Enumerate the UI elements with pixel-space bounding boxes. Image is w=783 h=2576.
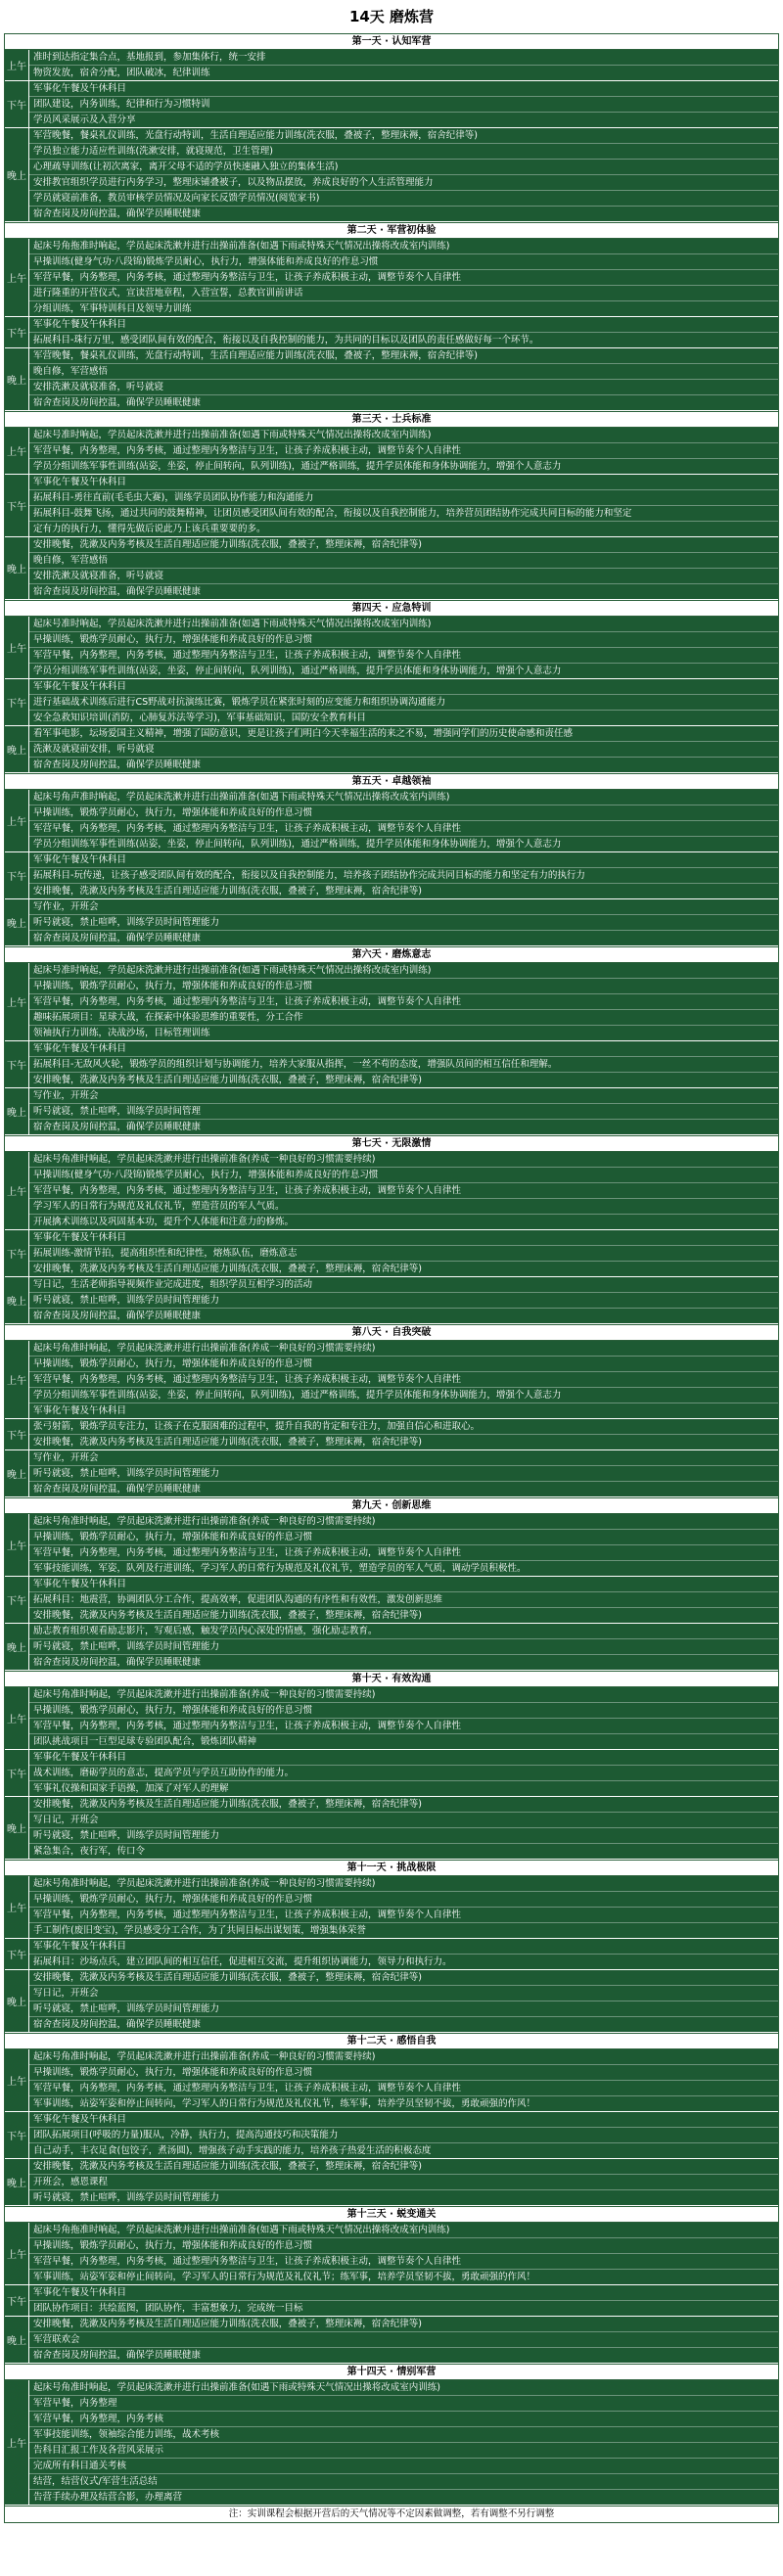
period-label: 下午	[5, 475, 29, 536]
period-block	[5, 428, 778, 475]
period-label: 上午	[5, 2380, 29, 2505]
activity-line: 拓展科目-鼓舞飞扬，通过共同的鼓舞精神，让团员感受团队间有效的配合，衔接以及自我控制能力，培养营员团结协作完成共同目标的能力和坚定	[29, 506, 778, 522]
activity-line: 听号就寝，禁止喧哗，训练学员时间管理能力	[29, 1828, 778, 1844]
period-block	[5, 1797, 778, 1860]
activity-line: 物资发放，宿舍分配，团队破冰，纪律训练	[33, 68, 210, 78]
activity-line: 军营早餐，内务整理，内务考核，通过整理内务整洁与卫生，让孩子养成积极主动，调整节奏个人自律性	[29, 648, 778, 664]
period-block	[5, 2223, 778, 2285]
activity-line: 安排晚餐，洗漱及内务考核及生活自理适应能力训练(洗衣服，叠被子，整理床褥，宿舍纪律等)	[33, 1075, 422, 1085]
period-label: 上午	[5, 2223, 29, 2284]
day-section	[4, 2206, 779, 2364]
activity-line: 晚自修，军营感悟	[29, 364, 778, 380]
activity-line: 起床号角准时响起，学员起床洗漱并进行出操前准备(养成一种良好的习惯需要持续)	[29, 1876, 778, 1892]
period-block	[5, 1088, 778, 1135]
period-block	[5, 679, 778, 726]
period-block	[5, 2317, 778, 2364]
activity-line: 听号就寝，禁止喧哗，训练学员时间管理能力	[29, 1293, 778, 1309]
activity-line: 军营早餐，内务整理，内务考核，通过整理内务整洁与卫生，让孩子养成积极主动，调整节奏个人自律性	[29, 994, 778, 1010]
activity-line: 军事化午餐及午休科目	[29, 1230, 778, 1246]
period-block	[5, 537, 778, 600]
footer-note: 注：实训课程会根据开营后的天气情况等不定因素做调整，若有调整不另行调整	[4, 2506, 779, 2523]
period-block	[5, 475, 778, 537]
activity-line: 看军事电影，坛场爱国主义精神，增强了国防意识，更是让孩子们明白今天幸福生活的来之不易，增强同学们的历史使命感和责任感	[29, 726, 778, 742]
activity-line: 军营联欢会	[29, 2332, 778, 2348]
activity-line: 分组训练，军事特训科目及领导力训练	[33, 303, 192, 314]
period-label: 晚上	[5, 1450, 29, 1496]
activity-list	[29, 1624, 778, 1670]
activity-line: 安排洗漱及就寝准备，听号就寝	[29, 380, 778, 395]
day-title: 第五天 · 卓越领袖	[5, 774, 778, 790]
period-label: 晚上	[5, 1970, 29, 2032]
activity-line: 趣味拓展项目：星球大战，在探索中体验思维的重要性，分工合作	[29, 1010, 778, 1026]
day-title: 第七天 · 无限激情	[5, 1136, 778, 1152]
activity-list	[29, 2112, 778, 2158]
activity-list	[29, 679, 778, 725]
day-section	[4, 773, 779, 946]
period-block	[5, 2049, 778, 2112]
activity-list	[29, 1341, 778, 1418]
period-block	[5, 2380, 778, 2506]
activity-list	[29, 1041, 778, 1087]
period-block	[5, 128, 778, 222]
day-section	[4, 411, 779, 600]
activity-line: 宿舍查岗及房间控温，确保学员睡眠健康	[33, 933, 202, 943]
period-label: 下午	[5, 1230, 29, 1276]
period-label: 晚上	[5, 1624, 29, 1670]
activity-line: 军事化午餐及午休科目	[29, 1577, 778, 1592]
activity-line: 军事礼仪操和国家手语操，加深了对军人的理解	[33, 1783, 229, 1794]
schedule-sheet	[4, 0, 779, 2523]
period-label: 晚上	[5, 348, 29, 410]
activity-line: 拓展科目-无敌风火轮，锻炼学员的组织计划与协调能力，培养大家服从指挥，一丝不苟的态度，增强队员间的相互信任和理解。	[29, 1057, 778, 1073]
activity-line: 学员分组训练军事性训练(站姿，坐姿，停止间转向，队列训练)，通过严格训练，提升学员体能和身体协调能力，增强个人意志力	[29, 1388, 778, 1403]
activity-list	[29, 790, 778, 851]
activity-list	[29, 239, 778, 316]
activity-list	[29, 537, 778, 599]
day-title: 第十二天 · 感悟自我	[5, 2034, 778, 2049]
activity-line: 拓展科目-珠行万里，感受团队间有效的配合，衔接以及自我控制的能力，为共同的目标以及团队的责任感做好每一个环节。	[33, 335, 539, 345]
activity-line: 军营早餐，内务整理，内务考核，通过整理内务整洁与卫生，让孩子养成积极主动，调整节奏个人自律性	[29, 2081, 778, 2096]
activity-line: 学员独立能力适应性训练(洗漱安排，就寝规范，卫生管理)	[29, 144, 778, 160]
activity-line: 完成所有科目通关考核	[29, 2459, 778, 2474]
period-block	[5, 317, 778, 348]
activity-line: 宿舍查岗及房间控温，确保学员睡眠健康	[33, 1311, 202, 1321]
activity-line: 安排洗漱及就寝准备，听号就寝	[29, 569, 778, 584]
day-section	[4, 1860, 779, 2033]
period-block	[5, 899, 778, 946]
activity-line: 进行基础战术训练后进行CS野战对抗演练比赛，锻炼学员在紧张时刻的应变能力和组织协调沟通能力	[29, 695, 778, 711]
activity-line: 安排晚餐，洗漱及内务考核及生活自理适应能力训练(洗衣服，叠被子，整理床褥，宿舍纪律等)	[29, 2317, 778, 2332]
day-section	[4, 1497, 779, 1671]
activity-line: 安排晚餐，洗漱及内务考核及生活自理适应能力训练(洗衣服，叠被子，整理床褥，宿舍纪律等)	[33, 1437, 422, 1448]
activity-line: 军事化午餐及午休科目	[29, 679, 778, 695]
period-block	[5, 1624, 778, 1671]
period-label: 下午	[5, 1750, 29, 1796]
activity-line: 写作业，开班会	[29, 899, 778, 915]
activity-line: 心理疏导训练(让初次离家，离开父母不适的学员快速融入独立的集体生活)	[29, 160, 778, 175]
activity-list	[29, 348, 778, 410]
day-title: 第二天 · 军营初体验	[5, 223, 778, 239]
activity-line: 军营晚餐，餐桌礼仪训练，光盘行动特训，生活自理适应能力训练(洗衣服，叠被子，整理床褥，宿舍纪律等)	[29, 348, 778, 364]
activity-line: 学员分组训练军事性训练(站姿，坐姿，停止间转向，队列训练)，通过严格训练，提升学员体能和身体协调能力，增强个人意志力	[33, 461, 562, 472]
day-title: 第四天 · 应急特训	[5, 601, 778, 617]
activity-line: 进行隆重的开营仪式，宣读营地章程，入营宣誓，总教官训前讲话	[29, 286, 778, 301]
activity-list	[29, 2317, 778, 2363]
activity-line: 军事训练，站姿军姿和停止间转向，学习军人的日常行为规范及礼仪礼节；练军事，培养学员坚韧不拔，勇敢顽强的作风！	[33, 2272, 536, 2282]
period-label: 晚上	[5, 2317, 29, 2363]
activity-line: 手工制作(废旧变宝)，学员感受分工合作，为了共同目标出谋划策，增强集体荣誉	[33, 1925, 366, 1936]
activity-line: 起床号角拖准时响起，学员起床洗漱并进行出操前准备(如遇下雨或特殊天气情况出操将改成室内训练)	[29, 2223, 778, 2238]
activity-line: 团队拓展项目(呼吸的力量)服从，冷静，执行力，提高沟通技巧和决策能力	[29, 2128, 778, 2143]
period-label: 上午	[5, 1341, 29, 1418]
activity-line: 安排晚餐，洗漱及内务考核及生活自理适应能力训练(洗衣服，叠被子，整理床褥，宿舍纪律等)	[29, 1970, 778, 1986]
period-label: 下午	[5, 317, 29, 347]
activity-line: 学习军人的日常行为规范及礼仪礼节，塑造营员的军人气质。	[29, 1199, 778, 1215]
activity-line: 安排晚餐，洗漱及内务考核及生活自理适应能力训练(洗衣服，叠被子，整理床褥，宿舍纪律等)	[33, 1610, 422, 1621]
period-label: 下午	[5, 679, 29, 725]
activity-line: 宿舍查岗及房间控温，确保学员睡眠健康	[33, 208, 202, 219]
activity-line: 团队建设，内务训练，纪律和行为习惯特训	[29, 97, 778, 113]
period-label: 下午	[5, 1939, 29, 1969]
activity-line: 军事技能训练，领袖综合能力训练，战术考核	[29, 2427, 778, 2443]
activity-line: 军营晚餐，餐桌礼仪训练，光盘行动特训，生活自理适应能力训练(洗衣服，叠被子，整理床褥，宿舍纪律等)	[29, 128, 778, 144]
activity-line: 早操训练，锻炼学员耐心，执行力，增强体能和养成良好的作息习惯	[29, 1530, 778, 1545]
activity-list	[29, 1577, 778, 1623]
activity-line: 军事技能训练，军姿，队列及行进训练，学习军人的日常行为规范及礼仪礼节，塑造学员的军人气质，调动学员积极性。	[33, 1563, 527, 1574]
activity-list	[29, 1450, 778, 1496]
activity-line: 早操训练，锻炼学员耐心，执行力，增强体能和养成良好的作息习惯	[29, 2065, 778, 2081]
day-section	[4, 1135, 779, 1324]
activity-line: 军营早餐，内务整理，内务考核，通过整理内务整洁与卫生，让孩子养成积极主动，调整节奏个人自律性	[29, 2254, 778, 2270]
period-block	[5, 1152, 778, 1230]
period-block	[5, 1419, 778, 1450]
period-label: 晚上	[5, 726, 29, 772]
period-block	[5, 963, 778, 1041]
activity-line: 起床号准时响起，学员起床洗漱并进行出操前准备(如遇下雨或特殊天气情况出操将改成室内训练)	[29, 428, 778, 443]
activity-line: 早操训练，锻炼学员耐心，执行力，增强体能和养成良好的作息习惯	[29, 2238, 778, 2254]
period-block	[5, 852, 778, 899]
period-label: 上午	[5, 790, 29, 851]
activity-line: 学员分组训练军事性训练(站姿，坐姿，停止间转向，队列训练)，通过严格训练，提升学员体能和身体协调能力，增强个人意志力	[33, 666, 562, 676]
activity-line: 战术训练，磨砺学员的意志，提高学员与学员互助协作的能力。	[29, 1766, 778, 1781]
day-section	[4, 1671, 779, 1860]
activity-line: 宿舍查岗及房间控温，确保学员睡眠健康	[33, 397, 202, 408]
period-label: 下午	[5, 1577, 29, 1623]
page-title: 14天 磨炼营	[348, 8, 435, 25]
period-block	[5, 1277, 778, 1324]
activity-list	[29, 1277, 778, 1323]
activity-line: 安排教官组织学员进行内务学习，整理床铺叠被子，以及物品摆放，养成良好的个人生活管理能力	[29, 175, 778, 191]
activity-line: 听号就寝，禁止喧哗，训练学员时间管理能力	[29, 1466, 778, 1482]
day-title: 第九天 · 创新思维	[5, 1498, 778, 1514]
period-label: 上午	[5, 428, 29, 474]
activity-list	[29, 617, 778, 678]
activity-line: 早操训练，锻炼学员耐心，执行力，增强体能和养成良好的作息习惯	[29, 805, 778, 821]
activity-line: 早操训练，锻炼学员耐心，执行力，增强体能和养成良好的作息习惯	[29, 1703, 778, 1719]
period-label: 上午	[5, 239, 29, 316]
day-section	[4, 1324, 779, 1497]
period-block	[5, 1876, 778, 1939]
period-label: 下午	[5, 852, 29, 898]
period-label: 晚上	[5, 128, 29, 221]
activity-list	[29, 317, 778, 347]
activity-line: 写日记，生活老师指导视频作业完成进度，组织学员互相学习的活动	[29, 1277, 778, 1293]
period-label: 上午	[5, 617, 29, 678]
activity-line: 开展擒术训练以及巩固基本功，提升个人体能和注意力的修炼。	[33, 1217, 295, 1227]
period-block	[5, 1230, 778, 1277]
activity-line: 军事化午餐及午休科目	[29, 2285, 778, 2301]
activity-line: 定有力的执行力，懂得先做后说此乃上该兵重要要的多。	[33, 524, 266, 534]
activity-line: 安排晚餐，洗漱及内务考核及生活自理适应能力训练(洗衣服，叠被子，整理床褥，宿舍纪律等)	[33, 886, 422, 897]
activity-line: 拓展科目：地震营，协调团队分工合作，提高效率，促进团队沟通的有序性和有效性，激发创新思维	[29, 1592, 778, 1608]
activity-line: 起床号准时响起，学员起床洗漱并进行出操前准备(如遇下雨或特殊天气情况出操将改成室内训练)	[29, 617, 778, 632]
period-block	[5, 1687, 778, 1750]
day-section	[4, 33, 779, 222]
activity-line: 团队挑战项目一巨型足球专验团队配合，锻炼团队精神	[33, 1736, 257, 1747]
activity-line: 结营，结营仪式/军营生活总结	[29, 2474, 778, 2490]
activity-line: 军事化午餐及午休科目	[33, 1405, 127, 1416]
period-label: 晚上	[5, 2159, 29, 2205]
period-block	[5, 1450, 778, 1497]
activity-line: 军事化午餐及午休科目	[29, 1939, 778, 1955]
activity-line: 早操训练(健身气功·八段锦)锻炼学员耐心，执行力，增强体能和养成良好的作息习惯	[29, 254, 778, 270]
activity-line: 安排晚餐，洗漱及内务考核及生活自理适应能力训练(洗衣服，叠被子，整理床褥，宿舍纪律等)	[29, 1797, 778, 1813]
activity-line: 宿舍查岗及房间控温，确保学员睡眠健康	[33, 1657, 202, 1668]
period-label: 上午	[5, 50, 29, 80]
activity-list	[29, 1152, 778, 1229]
period-block	[5, 1750, 778, 1797]
activity-line: 告营手续办理及结营合影，办理离营	[33, 2492, 183, 2503]
activity-line: 早操训练，锻炼学员耐心，执行力，增强体能和养成良好的作息习惯	[29, 632, 778, 648]
activity-list	[29, 2049, 778, 2111]
activity-line: 听号就寝，禁止喧哗，训练学员时间管理能力	[29, 1639, 778, 1655]
activity-line: 起床号角拖准时响起，学员起床洗漱并进行出操前准备(如遇下雨或特殊天气情况出操将改成室内训练)	[29, 239, 778, 254]
activity-list	[29, 2285, 778, 2316]
period-label: 上午	[5, 1152, 29, 1229]
activity-line: 早操训练，锻炼学员耐心，执行力，增强体能和养成良好的作息习惯	[29, 979, 778, 994]
period-label: 上午	[5, 1514, 29, 1576]
activity-line: 宿舍查岗及房间控温，确保学员睡眠健康	[33, 2019, 202, 2030]
activity-line: 团队协作项目：共绘蓝图，团队协作，丰富想象力，完成统一目标	[33, 2303, 303, 2314]
day-title: 第八天 · 自我突破	[5, 1325, 778, 1341]
activity-line: 学员分组训练军事性训练(站姿，坐姿，停止间转向，队列训练)，通过严格训练，提升学员体能和身体协调能力，增强个人意志力	[33, 839, 562, 850]
activity-line: 起床号角准时响起，学员起床洗漱并进行出操前准备(如遇下雨或特殊天气情况出操将改成室内训练)	[29, 2380, 778, 2396]
period-block	[5, 790, 778, 852]
activity-line: 开班会，感恩课程	[29, 2175, 778, 2190]
activity-line: 学员就寝前准备，教员审核学员情况及向家长反馈学员情况(阅览家书)	[29, 191, 778, 207]
activity-line: 军营早餐，内务整理，内务考核，通过整理内务整洁与卫生，让孩子养成积极主动，调整节奏个人自律性	[29, 443, 778, 459]
activity-line: 军事化午餐及午休科目	[29, 2112, 778, 2128]
activity-list	[29, 1419, 778, 1449]
activity-line: 起床号准时响起，学员起床洗漱并进行出操前准备(如遇下雨或特殊天气情况出操将改成室内训练)	[29, 963, 778, 979]
activity-line: 早操训练，锻炼学员耐心，执行力，增强体能和养成良好的作息习惯	[29, 1357, 778, 1372]
activity-line: 军营早餐，内务整理，内务考核，通过整理内务整洁与卫生，让孩子养成积极主动，调整节奏个人自律性	[29, 1719, 778, 1734]
activity-line: 起床号角准时响起，学员起床洗漱并进行出操前准备(养成一种良好的习惯需要持续)	[29, 1152, 778, 1168]
activity-line: 自己动手，丰衣足食(包饺子，煮汤圆)，增强孩子动手实践的能力，培养孩子热爱生活的积极态度	[33, 2145, 432, 2156]
activity-line: 宿舍查岗及房间控温，确保学员睡眠健康	[33, 759, 202, 770]
activity-line: 军营早餐，内务整理，内务考核，通过整理内务整洁与卫生，让孩子养成积极主动，调整节奏个人自律性	[29, 1183, 778, 1199]
activity-line: 学员风采展示及入营分享	[33, 115, 136, 125]
activity-line: 起床号角准时响起，学员起床洗漱并进行出操前准备(养成一种良好的习惯需要持续)	[29, 1514, 778, 1530]
period-label: 晚上	[5, 1088, 29, 1134]
activity-line: 写作业，开班会	[29, 1088, 778, 1104]
activity-list	[29, 50, 778, 80]
period-label: 下午	[5, 2285, 29, 2316]
period-block	[5, 617, 778, 679]
period-label: 晚上	[5, 1277, 29, 1323]
day-title: 第十四天 · 情别军营	[5, 2365, 778, 2380]
activity-line: 宿舍查岗及房间控温，确保学员睡眠健康	[33, 1484, 202, 1495]
activity-line: 安全急救知识培训(消防，心肺复苏法等学习)，军事基础知识，国防安全教育科目	[33, 713, 366, 723]
activity-line: 军营早餐，内务整理	[29, 2396, 778, 2412]
activity-list	[29, 475, 778, 536]
day-title: 第十一天 · 挑战极限	[5, 1861, 778, 1876]
period-label: 晚上	[5, 537, 29, 599]
activity-line: 军营早餐，内务整理，内务考核，通过整理内务整洁与卫生，让孩子养成积极主动，调整节奏个人自律性	[29, 270, 778, 286]
activity-line: 领袖执行力训练，决战沙场，目标管理训练	[33, 1028, 210, 1038]
activity-line: 军事化午餐及午休科目	[29, 317, 778, 333]
activity-line: 写作业，开班会	[29, 1450, 778, 1466]
period-block	[5, 50, 778, 81]
activity-line: 励志教育组织观看励志影片，写观后感，触发学员内心深处的情感，强化励志教育。	[29, 1624, 778, 1639]
activity-line: 早操训练(健身气功·八段锦)锻炼学员耐心，执行力，增强体能和养成良好的作息习惯	[29, 1168, 778, 1183]
period-label: 下午	[5, 2112, 29, 2158]
activity-line: 军营早餐，内务整理，内务考核，通过整理内务整洁与卫生，让孩子养成积极主动，调整节奏个人自律性	[29, 821, 778, 837]
activity-line: 听号就寝，禁止喧哗，训练学员时间管理能力	[33, 2192, 220, 2203]
day-section	[4, 222, 779, 411]
day-title: 第三天 · 士兵标准	[5, 412, 778, 428]
period-block	[5, 2285, 778, 2317]
activity-line: 军营早餐，内务整理，内务考核	[29, 2412, 778, 2427]
activity-line: 军事训练，站姿军姿和停止间转向，学习军人的日常行为规范及礼仪礼节，练军事，培养学员坚韧不拔，勇敢顽强的作风！	[33, 2098, 536, 2109]
period-label: 上午	[5, 1876, 29, 1938]
period-block	[5, 81, 778, 128]
activity-line: 起床号角准时响起，学员起床洗漱并进行出操前准备(养成一种良好的习惯需要持续)	[29, 2049, 778, 2065]
activity-line: 晚自修，军营感悟	[29, 553, 778, 569]
activity-line: 军事化午餐及午休科目	[29, 81, 778, 97]
period-block	[5, 348, 778, 411]
activity-list	[29, 2380, 778, 2505]
activity-list	[29, 1088, 778, 1134]
period-label: 上午	[5, 2049, 29, 2111]
activity-line: 军事化午餐及午休科目	[29, 475, 778, 490]
activity-line: 听号就寝，禁止喧哗，训练学员时间管理能力	[29, 2001, 778, 2017]
period-label: 上午	[5, 963, 29, 1040]
period-block	[5, 1041, 778, 1088]
activity-list	[29, 428, 778, 474]
activity-line: 军营早餐，内务整理，内务考核，通过整理内务整洁与卫生，让孩子养成积极主动，调整节奏个人自律性	[29, 1908, 778, 1923]
period-label: 下午	[5, 81, 29, 127]
activity-line: 军事化午餐及午休科目	[29, 852, 778, 868]
activity-line: 起床号角准时响起，学员起床洗漱并进行出操前准备(养成一种良好的习惯需要持续)	[29, 1687, 778, 1703]
activity-line: 宿舍查岗及房间控温，确保学员睡眠健康	[33, 1122, 202, 1132]
activity-list	[29, 1514, 778, 1576]
activity-list	[29, 726, 778, 772]
activity-line: 安排晚餐，洗漱及内务考核及生活自理适应能力训练(洗衣服，叠被子，整理床褥，宿舍纪律等)	[29, 2159, 778, 2175]
activity-list	[29, 1876, 778, 1938]
activity-line: 拓展科目：沙场点兵，建立团队间的相互信任，促进相互交流，提升组织协调能力，领导力和执行力。	[33, 1956, 452, 1967]
activity-list	[29, 1970, 778, 2032]
activity-line: 早操训练，锻炼学员耐心，执行力，增强体能和养成良好的作息习惯	[29, 1892, 778, 1908]
activity-line: 拓展训练-激情节拍，提高组织性和纪律性，熔炼队伍，磨炼意志	[29, 1246, 778, 1262]
day-section	[4, 2364, 779, 2506]
activity-line: 军营早餐，内务整理，内务考核，通过整理内务整洁与卫生，让孩子养成积极主动，调整节奏个人自律性	[29, 1372, 778, 1388]
activity-line: 拓展科目-玩传递，让孩子感受团队间有效的配合，衔接以及自我控制能力，培养孩子团结协作完成共同目标的能力和坚定有力的执行力	[29, 868, 778, 884]
period-block	[5, 239, 778, 317]
activity-list	[29, 852, 778, 898]
activity-list	[29, 1939, 778, 1969]
day-section	[4, 946, 779, 1135]
activity-line: 宿舍查岗及房间控温，确保学员睡眠健康	[33, 586, 202, 597]
activity-line: 起床号角准时响起，学员起床洗漱并进行出操前准备(养成一种良好的习惯需要持续)	[29, 1341, 778, 1357]
period-block	[5, 2159, 778, 2206]
activity-line: 安排晚餐，洗漱及内务考核及生活自理适应能力训练(洗衣服，叠被子，整理床褥，宿舍纪律等)	[29, 537, 778, 553]
day-title: 第十三天 · 蜕变通关	[5, 2207, 778, 2223]
activity-line: 写日记，开班会	[29, 1813, 778, 1828]
day-title: 第六天 · 磨炼意志	[5, 947, 778, 963]
activity-list	[29, 1750, 778, 1796]
period-label: 下午	[5, 1419, 29, 1449]
activity-line: 写日记，开班会	[29, 1986, 778, 2001]
activity-list	[29, 963, 778, 1040]
period-label: 晚上	[5, 899, 29, 945]
activity-list	[29, 1230, 778, 1276]
period-label: 下午	[5, 1041, 29, 1087]
activity-line: 宿舍查岗及房间控温，确保学员睡眠健康	[33, 2350, 202, 2361]
activity-line: 安排晚餐，洗漱及内务考核及生活自理适应能力训练(洗衣服，叠被子，整理床褥，宿舍纪律等)	[33, 1264, 422, 1274]
activity-line: 拓展科目-勇往直前(毛毛虫大赛)，训练学员团队协作能力和沟通能力	[29, 490, 778, 506]
activity-line: 听号就寝，禁止喧哗，训练学员时间管理能力	[29, 915, 778, 931]
activity-line: 军事化午餐及午休科目	[29, 1750, 778, 1766]
activity-line: 听号就寝，禁止喧哗，训练学员时间管理	[29, 1104, 778, 1120]
days-container	[4, 33, 779, 2506]
activity-list	[29, 1797, 778, 1859]
day-title: 第一天 · 认知军营	[5, 34, 778, 50]
activity-list	[29, 2159, 778, 2205]
activity-line: 洗漱及就寝前安排，听号就寝	[29, 742, 778, 758]
activity-list	[29, 128, 778, 221]
activity-line: 起床号角声准时响起，学员起床洗漱并进行出操前准备(如遇下雨或特殊天气情况出操将改成室内训练)	[29, 790, 778, 805]
period-block	[5, 1514, 778, 1577]
period-label: 上午	[5, 1687, 29, 1749]
period-block	[5, 726, 778, 773]
day-title: 第十天 · 有效沟通	[5, 1672, 778, 1687]
activity-list	[29, 81, 778, 127]
period-block	[5, 1970, 778, 2033]
period-block	[5, 2112, 778, 2159]
activity-line: 准时到达指定集合点，基地报到，参加集体行，统一安排	[29, 50, 778, 66]
activity-list	[29, 1687, 778, 1749]
period-block	[5, 1341, 778, 1419]
activity-line: 紧急集合，夜行军，传口令	[33, 1846, 146, 1857]
activity-line: 军营早餐，内务整理，内务考核，通过整理内务整洁与卫生，让孩子养成积极主动，调整节奏个人自律性	[29, 1545, 778, 1561]
day-section	[4, 600, 779, 773]
period-block	[5, 1939, 778, 1970]
activity-line: 张弓射箭，锻炼学员专注力，让孩子在克服困难的过程中，提升自我的肯定和专注力，加强自信心和进取心。	[29, 1419, 778, 1435]
period-label: 晚上	[5, 1797, 29, 1859]
activity-line: 军事化午餐及午休科目	[29, 1041, 778, 1057]
period-block	[5, 1577, 778, 1624]
day-section	[4, 2033, 779, 2206]
activity-line: 告科目汇报工作及各营风采展示	[29, 2443, 778, 2459]
activity-list	[29, 2223, 778, 2284]
activity-list	[29, 899, 778, 945]
